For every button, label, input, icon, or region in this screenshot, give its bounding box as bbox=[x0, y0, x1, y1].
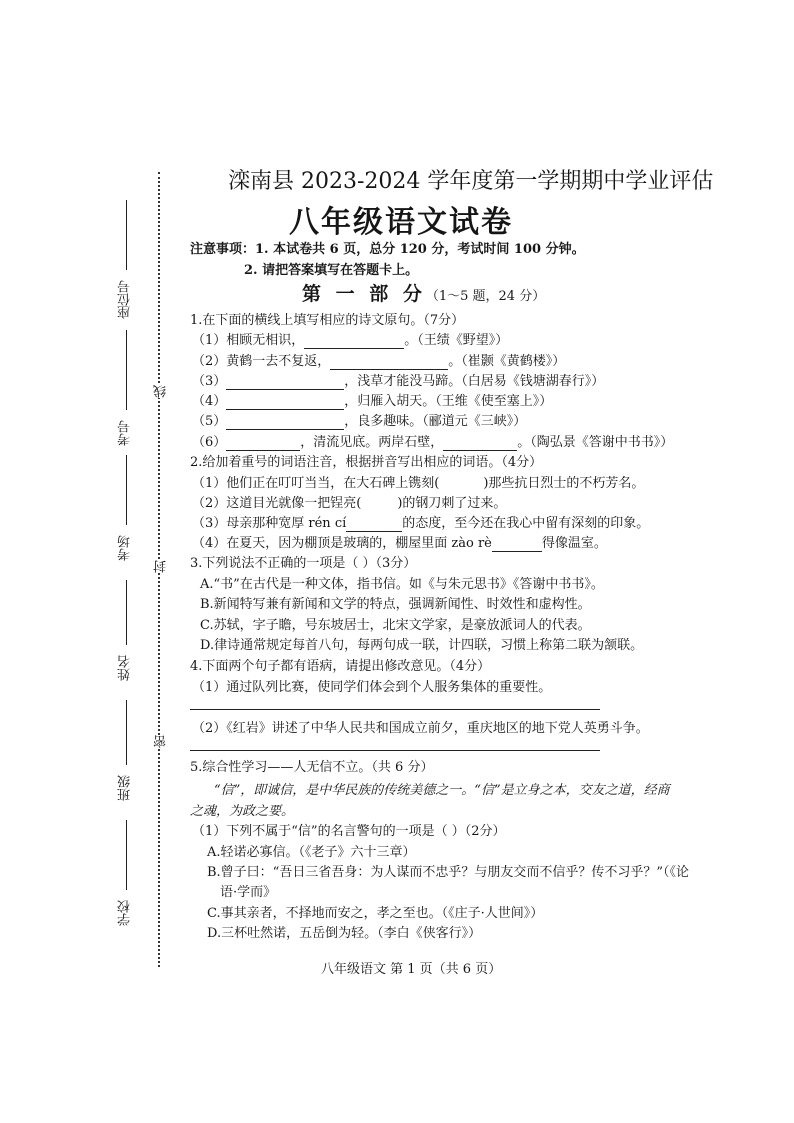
exam-room-label: 考场 bbox=[118, 535, 133, 561]
q5-stem: 5.综合性学习——人无信不立。（共 6 分） bbox=[190, 760, 434, 775]
q5-sub1-stem: （1）下列不属于“信”的名言警句的一项是（ ）（2分） bbox=[192, 824, 506, 839]
q2-item-4-pre: （4）在夏天，因为棚顶是玻璃的，棚屋里面 zào rè bbox=[192, 536, 492, 551]
seal-char-secret: 密 bbox=[154, 735, 169, 748]
page-footer: 八年级语文 第 1 页（共 6 页） bbox=[321, 962, 502, 977]
q2-item-1 bbox=[192, 472, 644, 491]
q2-item-3 bbox=[192, 512, 649, 532]
seal-char-line: 线 bbox=[154, 385, 169, 398]
q1-item-6-pre: （6） bbox=[192, 435, 227, 450]
exam-number-line bbox=[126, 330, 127, 410]
part-title: 第 一 部 分 bbox=[302, 283, 426, 305]
q1-item-2 bbox=[192, 350, 565, 370]
q5-option-b: B.曾子曰：“吾日三省吾身：为人谋而不忠乎？与朋友交而不信乎？传不习乎？”（《论 bbox=[207, 865, 689, 880]
q2-item-1-blank bbox=[439, 476, 483, 491]
q2-item-1-pre: （1）他们正在叮叮当当，在大石碑上镌刻( bbox=[192, 476, 440, 491]
seal-char-seal: 封 bbox=[154, 560, 169, 573]
q1-item-1 bbox=[192, 329, 508, 349]
q2-item-3-post: 的态度，至今还在我心中留有深刻的印象。 bbox=[402, 516, 650, 531]
q5-option-c: C.事其亲者，不择地而安之，孝之至也。（《庄子·人世间》） bbox=[207, 906, 544, 921]
q1-item-6-mid: ，清流见底。两岸石壁， bbox=[300, 435, 444, 450]
q4-item-2: （2）《红岩》讲述了中华人民共和国成立前夕，重庆地区的地下党人英勇斗争。 bbox=[192, 721, 649, 736]
exam-title: 滦南县 2023-2024 学年度第一学期期中学业评估 bbox=[228, 169, 714, 194]
q2-item-3-blank bbox=[346, 516, 402, 532]
q2-item-2-pre: （2）这道目光就像一把锃亮( bbox=[192, 496, 362, 511]
seat-number-label: 座位号 bbox=[118, 280, 133, 319]
q1-item-3-blank bbox=[226, 374, 344, 390]
class-label: 班级 bbox=[118, 775, 133, 801]
q1-item-4 bbox=[192, 390, 552, 410]
q1-item-5-pre: （5） bbox=[192, 414, 227, 429]
school-label: 学校 bbox=[118, 900, 133, 926]
q2-item-4 bbox=[192, 532, 607, 552]
exam-number-label: 考号 bbox=[118, 420, 133, 446]
q4-answer-line-2 bbox=[190, 750, 600, 751]
q5-option-a: A.轻诺必寡信。（《老子》六十三章） bbox=[207, 845, 416, 860]
q5-option-b-cont: 语·学而》 bbox=[220, 885, 277, 900]
q2-stem: 2.给加着重号的词语注音，根据拼音写出相应的词语。（4分） bbox=[190, 455, 543, 470]
q1-item-5-blank bbox=[226, 414, 344, 430]
q2-item-3-pre: （3）母亲那种宽厚 rén cí bbox=[192, 516, 347, 531]
q5-intro-line-1: “信”，即诚信，是中华民族的传统美德之一。“信”是立身之本，交友之道，经商 bbox=[214, 783, 670, 798]
part-note: （1～5 题，24 分） bbox=[425, 289, 546, 304]
q1-item-6-blank-a bbox=[226, 435, 300, 451]
seat-number-line bbox=[126, 200, 127, 270]
exam-room-line bbox=[126, 455, 127, 525]
notice-line-2: 2. 请把答案填写在答题卡上。 bbox=[244, 263, 419, 278]
q1-item-6 bbox=[192, 431, 673, 451]
q4-item-1: （1）通过队列比赛，使同学们体会到个人服务集体的重要性。 bbox=[192, 680, 552, 695]
q2-item-2-post: )的钢刀刺了过来。 bbox=[397, 496, 507, 511]
q2-item-4-post: 得像温室。 bbox=[541, 536, 607, 551]
q3-option-a: A.“书”在古代是一种文体，指书信。如《与朱元思书》《答谢中书书》。 bbox=[200, 577, 604, 592]
q1-item-3-pre: （3） bbox=[192, 374, 227, 389]
q1-item-4-post: ，归雁入胡天。（王维《使至塞上》） bbox=[344, 394, 553, 409]
school-line bbox=[126, 820, 127, 890]
q3-option-d: D.律诗通常规定每首八句，每两句成一联，计四联，习惯上称第二联为颔联。 bbox=[200, 638, 644, 653]
q1-item-2-pre: （2）黄鹤一去不复返， bbox=[192, 354, 331, 369]
q1-item-5-post: ，良多趣味。（郦道元《三峡》） bbox=[344, 414, 527, 429]
q1-item-1-pre: （1）相顾无相识， bbox=[192, 333, 305, 348]
q4-answer-line-1 bbox=[190, 709, 600, 710]
q3-stem: 3.下列说法不正确的一项是（ ）（3分） bbox=[190, 556, 417, 571]
q2-item-4-blank bbox=[492, 536, 542, 552]
q1-item-6-post: 。（陶弘景《答谢中书书》） bbox=[517, 435, 674, 450]
q3-option-c: C.苏轼，字子瞻，号东坡居士，北宋文学家，是豪放派词人的代表。 bbox=[200, 618, 591, 633]
notice-line-1: 注意事项：1. 本试卷共 6 页，总分 120 分，考试时间 100 分钟。 bbox=[190, 242, 585, 257]
q1-item-5 bbox=[192, 410, 526, 430]
q1-stem: 1.在下面的横线上填写相应的诗文原句。（7分） bbox=[190, 313, 465, 328]
q4-stem: 4.下面两个句子都有语病，请提出修改意见。（4分） bbox=[190, 659, 491, 674]
q1-item-2-blank bbox=[330, 354, 448, 370]
q1-item-1-blank bbox=[304, 333, 404, 349]
q5-intro-line-2: 之魂，为政之要。 bbox=[190, 804, 295, 819]
q1-item-4-blank bbox=[226, 394, 344, 410]
q1-item-6-blank-b bbox=[443, 435, 517, 451]
q2-item-1-post: )那些抗日烈士的不朽芳名。 bbox=[483, 476, 645, 491]
class-line bbox=[126, 700, 127, 765]
q1-item-3-post: ，浅草才能没马蹄。（白居易《钱塘湖春行》） bbox=[344, 374, 605, 389]
q2-item-2 bbox=[192, 492, 506, 511]
name-line bbox=[126, 580, 127, 645]
q1-item-3 bbox=[192, 370, 604, 390]
name-label: 姓名 bbox=[118, 655, 133, 681]
q1-item-2-post: 。（崔颢《黄鹤楼》） bbox=[448, 354, 566, 369]
q1-item-1-post: 。（王绩《野望》） bbox=[404, 333, 509, 348]
q5-option-d: D.三杯吐然诺，五岳倒为轻。（李白《侠客行》） bbox=[207, 926, 482, 941]
exam-subtitle: 八年级语文试卷 bbox=[289, 205, 513, 240]
q1-item-4-pre: （4） bbox=[192, 394, 227, 409]
q2-item-2-blank bbox=[361, 496, 397, 511]
q3-option-b: B.新闻特写兼有新闻和文学的特点，强调新闻性、时效性和虚构性。 bbox=[200, 597, 591, 612]
part-heading bbox=[302, 279, 545, 306]
